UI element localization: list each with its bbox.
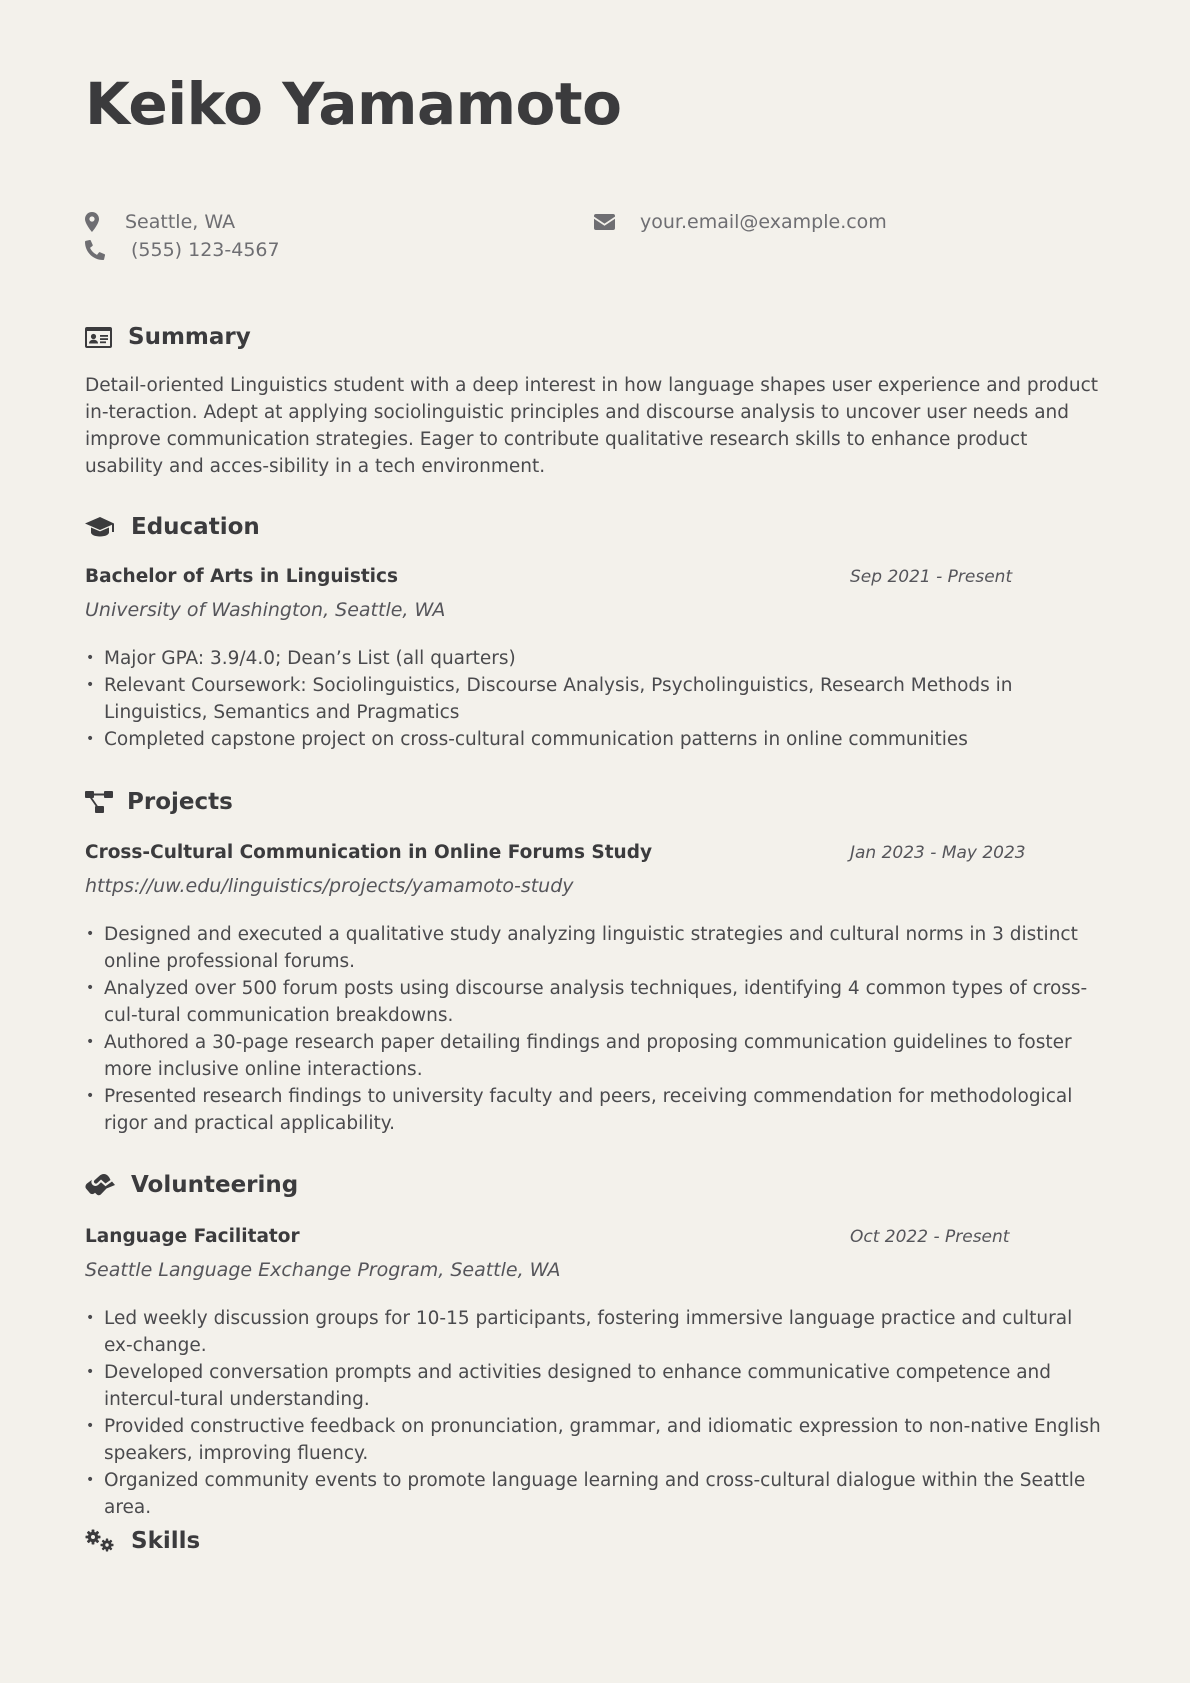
project-url: https://uw.edu/linguistics/projects/yamamoto-study (85, 875, 574, 897)
list-item: • Organized community events to promote language learning and cross-cultural dialogue within the Seattle area. (85, 1467, 1105, 1521)
project-diagram-icon (85, 791, 113, 813)
id-card-icon (85, 327, 112, 348)
volunteering-title: Volunteering (131, 1172, 299, 1198)
contact-phone (85, 239, 280, 261)
summary-title: Summary (128, 324, 251, 350)
hands-helping-icon (85, 1173, 115, 1197)
list-item: • Led weekly discussion groups for 10-15 participants, fostering immersive language practice and cultural ex-change. (85, 1305, 1105, 1359)
map-marker-icon (85, 212, 99, 232)
education-heading (85, 514, 260, 540)
cogs-icon (85, 1529, 115, 1553)
list-item: • Provided constructive feedback on pronunciation, grammar, and idiomatic expression to non-native English speakers, improving fluency. (85, 1413, 1105, 1467)
project-bullets (85, 921, 1105, 1137)
education-bullets (85, 645, 1105, 753)
summary-text: Detail-oriented Linguistics student with a deep interest in how language shapes user experience and product in-teraction. Adept at applying sociolinguistic principles and discourse analysis to uncover user needs and improve communication strategies. Eager to contribute qualitative research skills to enhance product usability and acces-sibility in a tech environment. (85, 375, 1099, 477)
list-item: • Relevant Coursework: Sociolinguistics, Discourse Analysis, Psycholinguistics, Research Methods in Linguistics, Semantics and Pragmatics (85, 672, 1105, 726)
project-name: Cross-Cultural Communication in Online Forums Study (85, 842, 653, 863)
graduation-cap-icon (85, 516, 115, 538)
volunteer-date: Oct 2022 - Present (850, 1227, 1010, 1247)
list-item: • Completed capstone project on cross-cultural communication patterns in online communities (85, 726, 1105, 753)
project-date: Jan 2023 - May 2023 (850, 843, 1026, 863)
candidate-name: Keiko Yamamoto (85, 70, 622, 138)
list-item: • Analyzed over 500 forum posts using discourse analysis techniques, identifying 4 common types of cross-cul-tural communication breakdowns. (85, 975, 1105, 1029)
volunteer-bullets (85, 1305, 1105, 1521)
list-item: • Authored a 30-page research paper detailing findings and proposing communication guidelines to foster more inclusive online interactions. (85, 1029, 1105, 1083)
projects-title: Projects (127, 789, 233, 815)
education-school: University of Washington, Seattle, WA (85, 599, 446, 621)
volunteering-heading (85, 1172, 298, 1198)
volunteer-org: Seattle Language Exchange Program, Seattle, WA (85, 1259, 561, 1281)
education-degree: Bachelor of Arts in Linguistics (85, 566, 399, 587)
contact-location (85, 211, 235, 233)
location-text: Seattle, WA (125, 211, 236, 233)
contact-email (594, 211, 887, 233)
phone-text: (555) 123-4567 (131, 239, 280, 261)
list-item: • Designed and executed a qualitative study analyzing linguistic strategies and cultural norms in 3 distinct online professional forums. (85, 921, 1105, 975)
list-item: • Major GPA: 3.9/4.0; Dean’s List (all quarters) (85, 645, 1105, 672)
summary-heading (85, 324, 251, 350)
envelope-icon (594, 214, 615, 230)
education-title: Education (131, 514, 260, 540)
list-item: • Presented research findings to university faculty and peers, receiving commendation for methodological rigor and practical applicability. (85, 1083, 1105, 1137)
volunteer-role: Language Facilitator (85, 1226, 300, 1247)
email-text: your.email@example.com (640, 211, 887, 233)
projects-heading (85, 789, 233, 815)
list-item: • Developed conversation prompts and activities designed to enhance communicative competence and intercul-tural understanding. (85, 1359, 1105, 1413)
education-date: Sep 2021 - Present (850, 567, 1013, 587)
phone-icon (85, 240, 105, 260)
skills-title: Skills (131, 1528, 201, 1554)
skills-heading (85, 1528, 200, 1554)
